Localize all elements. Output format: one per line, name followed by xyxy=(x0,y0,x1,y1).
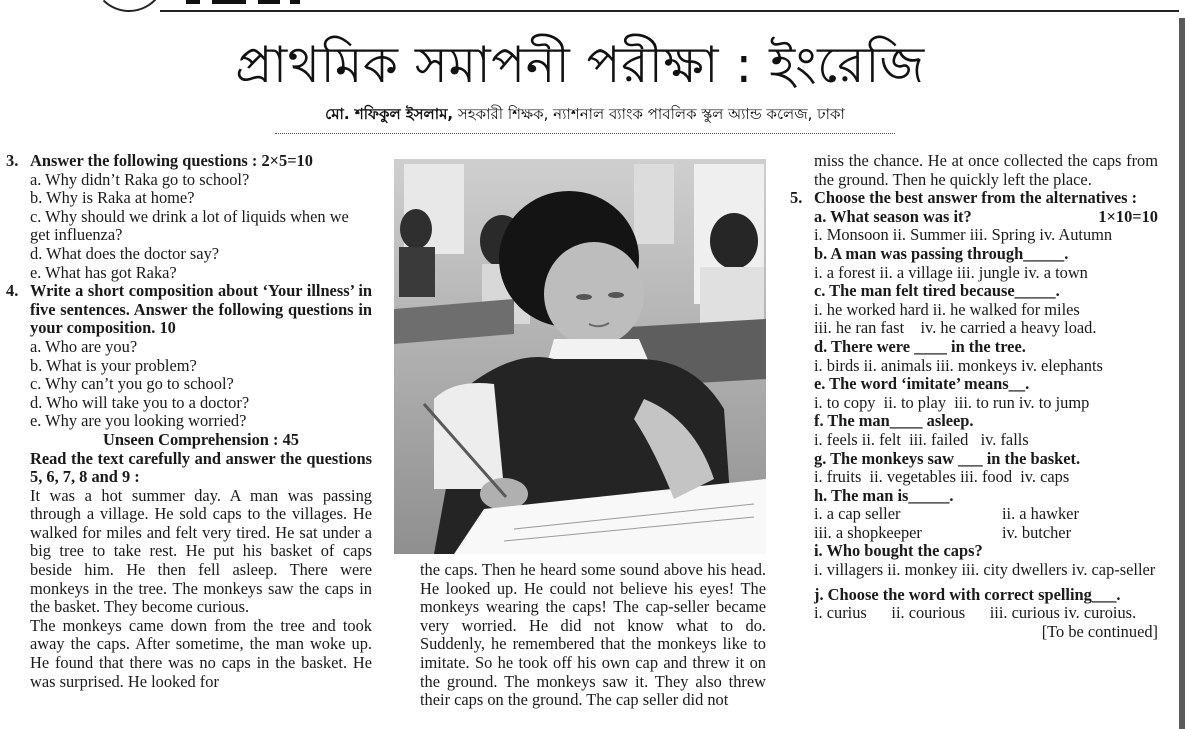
mcq-option: i. a cap seller xyxy=(814,504,901,524)
section-instruction: Read the text carefully and answer the questions 5, 6, 7, 8 and 9 : xyxy=(30,448,372,487)
byline xyxy=(0,103,1170,125)
continued-note: [To be continued] xyxy=(1041,621,1158,641)
masthead-rule xyxy=(160,10,1179,12)
masthead-curve xyxy=(92,0,166,12)
list-item: e. What has got Raka? xyxy=(30,262,177,282)
section-title: Unseen Comprehension : 45 xyxy=(103,429,299,449)
question-heading: Answer the following questions : 2×5=10 xyxy=(30,151,313,170)
mcq-question: f. The man____ asleep. xyxy=(814,411,974,431)
list-item: a. Why didn’t Raka go to school? xyxy=(30,169,250,189)
question-4 xyxy=(6,282,372,431)
mcq-options: i. feels ii. felt iii. failed iv. falls xyxy=(814,429,1029,449)
mcq-options: i. birds ii. animals iii. monkeys iv. elephants xyxy=(814,355,1103,375)
question-number: 5. xyxy=(790,188,803,208)
question-5 xyxy=(790,189,1158,641)
mcq-options: i. villagers ii. monkey iii. city dwellers iv. cap-seller xyxy=(814,560,1156,580)
list-item: c. Why can’t you go to school? xyxy=(30,374,234,394)
mcq-question: c. The man felt tired because_____. xyxy=(814,281,1060,301)
column-3 xyxy=(790,152,1158,641)
mcq-question: d. There were ____ in the tree. xyxy=(814,336,1026,356)
mcq-question: a. What season was it? xyxy=(814,206,972,226)
mcq-option: iii. a shopkeeper xyxy=(814,522,922,542)
list-item: b. Why is Raka at home? xyxy=(30,188,195,208)
masthead-strip xyxy=(0,0,1185,14)
marks-label: 1×10=10 xyxy=(1098,206,1158,226)
list-item: b. What is your problem? xyxy=(30,355,197,375)
mcq-option: ii. a hawker xyxy=(1002,504,1079,524)
byline-role: সহকারী শিক্ষক, ন্যাশনাল ব্যাংক পাবলিক স্কুল অ্যান্ড কলেজ, ঢাকা xyxy=(453,105,845,123)
mcq-question: i. Who bought the caps? xyxy=(814,541,983,561)
mcq-options: iii. he ran fast iv. he carried a heavy load. xyxy=(814,318,1097,338)
student-writing-photo xyxy=(394,159,766,554)
mcq-options: i. curius ii. courious iii. curious iv. curoius. xyxy=(814,603,1137,623)
question-heading: Choose the best answer from the alternatives : xyxy=(814,188,1138,208)
mcq-option: iv. butcher xyxy=(1002,522,1072,542)
mcq-options: i. fruits ii. vegetables iii. food iv. caps xyxy=(814,467,1070,487)
page-edge-bar xyxy=(1179,18,1185,729)
passage-paragraph: the caps. Then he heard some sound above his head. He looked up. He could not believe his eyes! The monkeys wearing the caps! The cap-seller became very worried. He did not know what to do. Suddenly, he remembered that the monkeys like to imitate. So he took off his own cap and threw it on the ground. The monkeys saw it. They also threw their caps on the ground. The cap seller did not xyxy=(420,560,766,710)
list-item: d. Who will take you to a doctor? xyxy=(30,392,250,412)
list-item: c. Why should we drink a lot of liquids when we get influenza? xyxy=(30,206,349,245)
mcq-question: g. The monkeys saw ___ in the basket. xyxy=(814,448,1081,468)
mcq-options: i. he worked hard ii. he walked for miles xyxy=(814,299,1080,319)
mcq-question: b. A man was passing through_____. xyxy=(814,243,1069,263)
page-title: প্রাথমিক সমাপনী পরীক্ষা : ইংরেজি xyxy=(235,36,925,94)
byline-rule xyxy=(275,133,895,134)
mcq-question: h. The man is_____. xyxy=(814,485,954,505)
question-number: 3. xyxy=(6,151,19,170)
passage-paragraph: miss the chance. He at once collected the caps from the ground. Then he quickly left the place. xyxy=(814,151,1158,189)
byline-author: মো. শফিকুল ইসলাম, xyxy=(325,105,454,123)
mcq-options: i. a forest ii. a village iii. jungle iv. a town xyxy=(814,262,1088,282)
photo-illustration xyxy=(394,159,766,554)
mcq-question: j. Choose the word with correct spelling___. xyxy=(814,584,1121,604)
list-item: d. What does the doctor say? xyxy=(30,243,220,263)
column-1 xyxy=(6,152,372,691)
passage-paragraph: The monkeys came down from the tree and took away the caps. After sometime, the man woke up. He found that there was no caps in the basket. He was surprised. He looked for xyxy=(30,615,372,691)
question-3 xyxy=(6,152,372,282)
list-item: a. Who are you? xyxy=(30,336,138,356)
question-number: 4. xyxy=(6,281,19,301)
list-item: e. Why are you looking worried? xyxy=(30,411,247,431)
mcq-options: i. to copy ii. to play iii. to run iv. to jump xyxy=(814,392,1090,412)
column-2 xyxy=(420,561,766,710)
masthead-ink xyxy=(186,0,316,6)
question-heading: Write a short composition about ‘Your illness’ in five sentences. Answer the following questions in your composition. 10 xyxy=(30,281,372,338)
mcq-options: i. Monsoon ii. Summer iii. Spring iv. Autumn xyxy=(814,225,1113,245)
passage-paragraph: It was a hot summer day. A man was passing through a village. He sold caps to the villages. He walked for miles and felt very tired. He sat under a big tree to take rest. He put his basket of caps beside him. He then fell asleep. There were monkeys in the tree. The monkeys saw the caps in the basket. They become curious. xyxy=(30,485,372,617)
mcq-question: e. The word ‘imitate’ means__. xyxy=(814,374,1030,394)
